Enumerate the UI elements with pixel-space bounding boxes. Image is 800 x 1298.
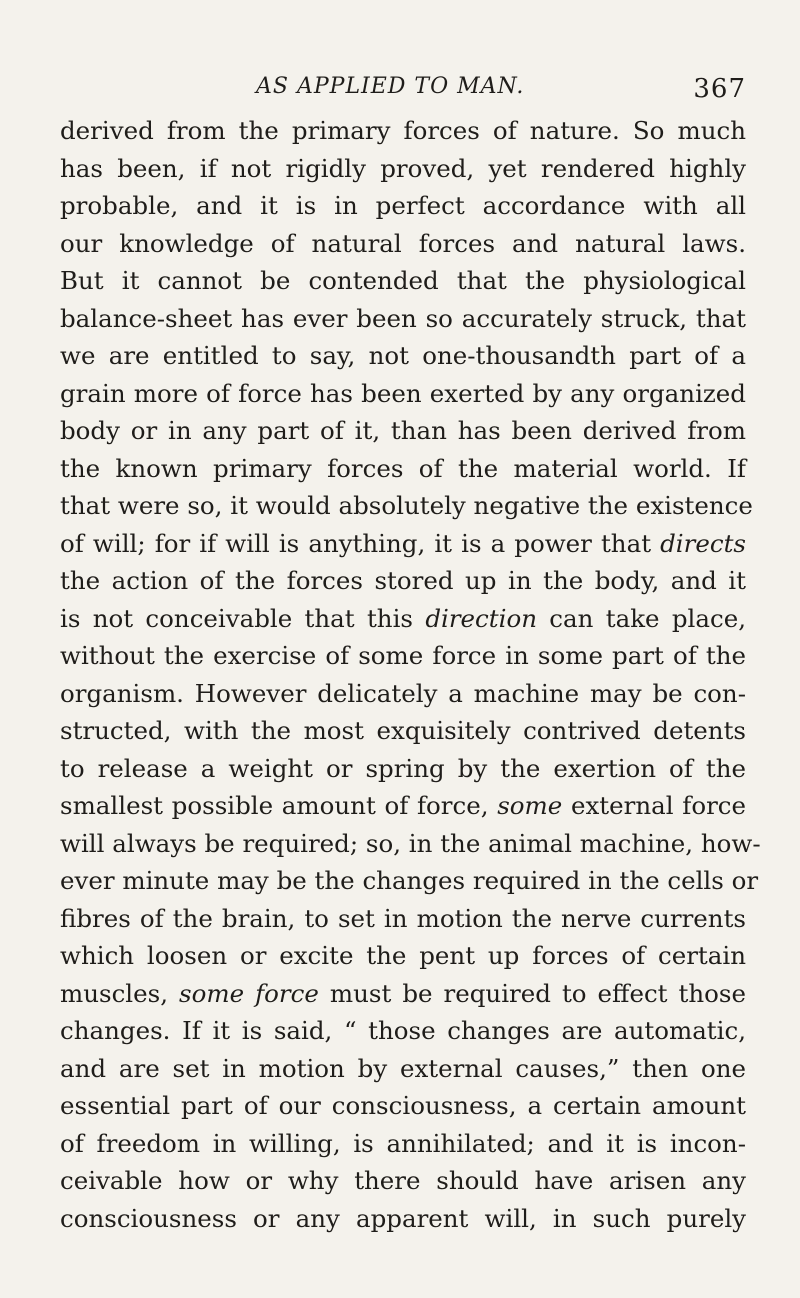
text-segment: ceivable how or why there should have arisen any bbox=[60, 1166, 746, 1195]
text-segment: that were so, it would absolutely negative the existence bbox=[60, 491, 753, 520]
text-segment: organism. However delicately a machine may be con- bbox=[60, 678, 746, 708]
running-head bbox=[60, 74, 746, 114]
text-segment: our knowledge of natural forces and natural laws. bbox=[60, 228, 746, 258]
text-segment: structed, with the most exquisitely contrived detents bbox=[60, 716, 746, 745]
text-line bbox=[60, 337, 746, 375]
body-paragraph bbox=[60, 112, 761, 1237]
text-line bbox=[60, 262, 746, 300]
text-segment: has been, if not rigidly proved, yet rendered highly bbox=[60, 153, 746, 183]
text-line bbox=[60, 900, 746, 938]
text-line bbox=[60, 1087, 746, 1125]
text-line bbox=[60, 487, 753, 525]
text-segment: which loosen or excite the pent up forces of certain bbox=[60, 941, 746, 970]
text-segment: can take place, bbox=[536, 603, 747, 633]
text-line bbox=[60, 825, 761, 863]
text-line bbox=[60, 150, 746, 188]
running-title: AS APPLIED TO MAN. bbox=[256, 74, 525, 99]
text-segment: smallest possible amount of force, bbox=[60, 791, 498, 820]
text-segment: derived from the primary forces of nature. So much bbox=[60, 116, 746, 145]
text-segment: changes. If it is said, “ those changes are automatic, bbox=[60, 1016, 746, 1045]
italic-emphasis: directs bbox=[660, 528, 746, 558]
text-line bbox=[60, 975, 746, 1013]
text-segment: body or in any part of it, than has been derived from bbox=[60, 416, 746, 445]
text-line bbox=[60, 525, 746, 563]
text-segment: the action of the forces stored up in the body, and it bbox=[60, 566, 746, 595]
text-segment: and are set in motion by external causes,” then one bbox=[60, 1053, 746, 1083]
text-line bbox=[60, 937, 746, 975]
text-line bbox=[60, 1125, 746, 1163]
text-segment: ever minute may be the changes required in the cells or bbox=[60, 866, 759, 895]
text-line bbox=[60, 1012, 746, 1050]
text-line bbox=[60, 562, 746, 600]
text-line bbox=[60, 600, 746, 638]
text-line bbox=[60, 112, 746, 150]
text-line bbox=[60, 712, 746, 750]
text-line bbox=[60, 225, 746, 263]
text-segment: must be required to effect those bbox=[318, 978, 746, 1008]
text-line bbox=[60, 675, 746, 713]
text-segment: fibres of the brain, to set in motion the nerve currents bbox=[60, 903, 746, 933]
text-line bbox=[60, 637, 746, 675]
text-segment: we are entitled to say, not one-thousandth part of a bbox=[60, 341, 746, 370]
text-line bbox=[60, 1162, 746, 1200]
text-segment: the known primary forces of the material world. If bbox=[60, 453, 746, 483]
italic-emphasis: some force bbox=[179, 978, 319, 1008]
text-segment: essential part of our consciousness, a certain amount bbox=[60, 1091, 746, 1120]
page-number: 367 bbox=[693, 74, 746, 104]
italic-emphasis: some bbox=[497, 791, 563, 820]
text-segment: grain more of force has been exerted by any organized bbox=[60, 378, 746, 408]
text-line bbox=[60, 1050, 746, 1088]
text-line bbox=[60, 787, 746, 825]
text-segment: without the exercise of some force in some part of the bbox=[60, 641, 746, 670]
text-segment: consciousness or any apparent will, in such purely bbox=[60, 1203, 746, 1233]
text-line bbox=[60, 450, 746, 488]
text-segment: muscles, bbox=[60, 978, 180, 1008]
text-line bbox=[60, 412, 746, 450]
text-segment: of freedom in willing, is annihilated; and it is incon- bbox=[60, 1128, 746, 1158]
text-line bbox=[60, 187, 746, 225]
text-segment: probable, and it is in perfect accordance with all bbox=[60, 191, 746, 220]
text-segment: is not conceivable that this bbox=[60, 603, 426, 633]
text-line bbox=[60, 862, 759, 900]
text-line bbox=[60, 750, 746, 788]
text-segment: to release a weight or spring by the exertion of the bbox=[60, 753, 746, 783]
italic-emphasis: direction bbox=[425, 603, 537, 633]
text-segment: external force bbox=[562, 791, 746, 820]
text-line bbox=[60, 375, 746, 413]
text-segment: will always be required; so, in the animal machine, how- bbox=[60, 828, 761, 858]
text-segment: balance-sheet has ever been so accurately struck, that bbox=[60, 303, 746, 333]
text-line bbox=[60, 1200, 746, 1238]
text-line bbox=[60, 300, 746, 338]
text-segment: of will; for if will is anything, it is a power that bbox=[60, 528, 661, 558]
text-segment: But it cannot be contended that the physiological bbox=[60, 266, 746, 295]
